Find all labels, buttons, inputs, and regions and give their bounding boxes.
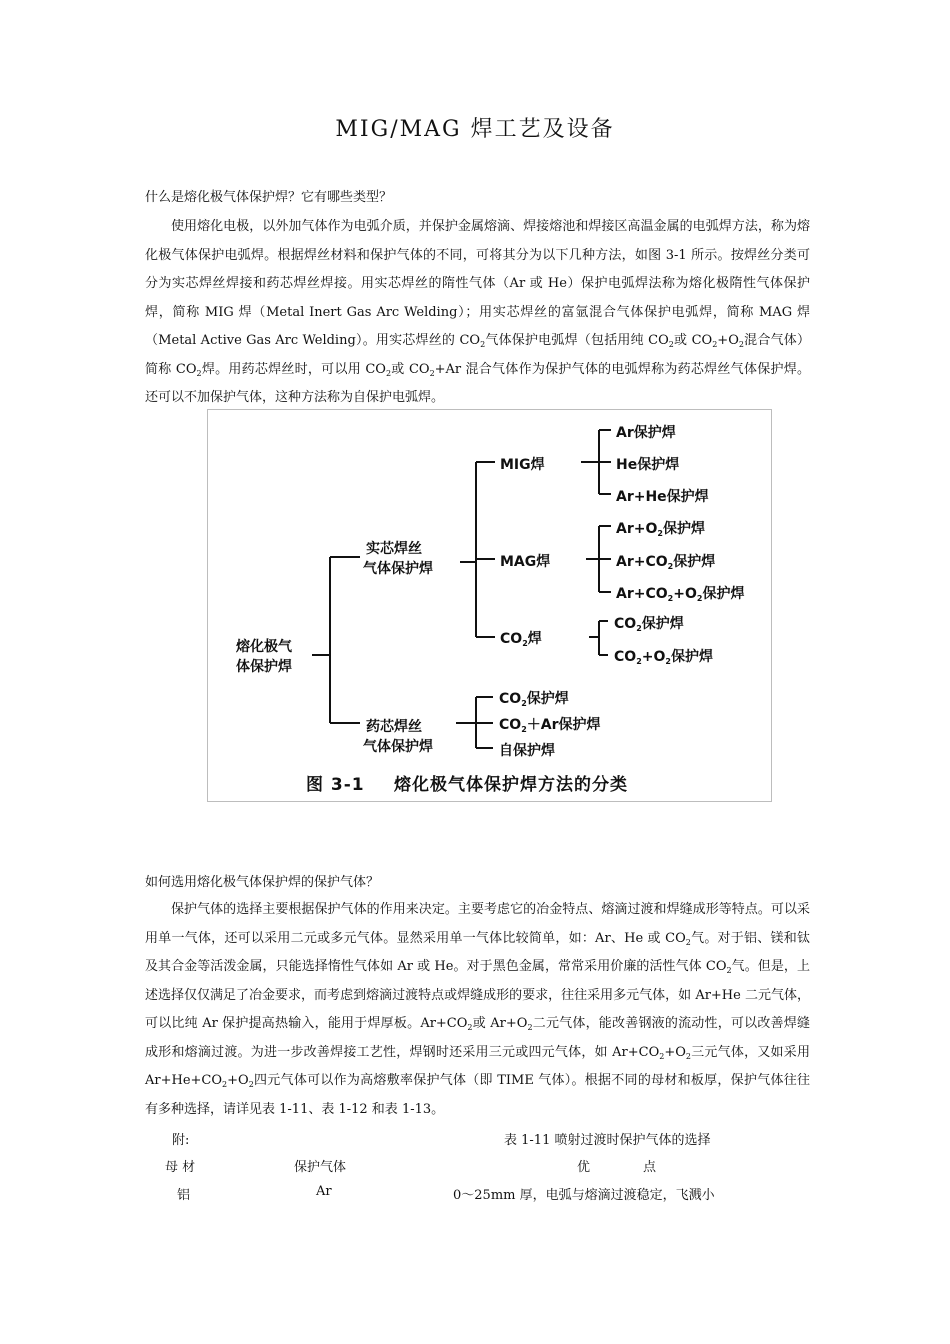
table-row-1-advantage: 0～25mm 厚，电弧与熔滴过渡稳定，飞溅小 bbox=[453, 1188, 715, 1203]
root-label-line2: 体保护焊 bbox=[236, 659, 292, 675]
question-types: 什么是熔化极气体保护焊？它有哪些类型？ bbox=[145, 190, 393, 205]
diagram-connector-lines bbox=[208, 410, 773, 803]
solid-wire-label-line1: 实芯焊丝 bbox=[366, 541, 422, 557]
table-header-advantage-2: 点 bbox=[643, 1160, 657, 1175]
table-caption: 表 1-11 喷射过渡时保护气体的选择 bbox=[504, 1133, 711, 1148]
solid-wire-label-line2: 气体保护焊 bbox=[363, 561, 433, 577]
flux-item-co2: $CO_2$保护焊 bbox=[499, 691, 569, 708]
mig-item-ar: Ar保护焊 bbox=[616, 425, 676, 441]
mig-label: MIG焊 bbox=[500, 457, 545, 473]
root-label-line1: 熔化极气 bbox=[236, 639, 292, 655]
mag-item-ar-o2: $Ar+O_2$保护焊 bbox=[616, 521, 705, 538]
document-title: MIG/MAG 焊工艺及设备 bbox=[335, 117, 615, 142]
table-header-base-metal: 母 材 bbox=[165, 1160, 196, 1175]
flux-wire-label-line1: 药芯焊丝 bbox=[366, 719, 422, 735]
co2-item-pure: $CO_2$保护焊 bbox=[614, 616, 684, 633]
mag-item-ar-co2-o2: $Ar+CO_2+O_2$保护焊 bbox=[616, 586, 745, 603]
flux-item-co2-ar: $CO_2+Ar$保护焊 bbox=[499, 717, 601, 734]
table-header-shielding-gas: 保护气体 bbox=[294, 1160, 347, 1175]
table-row-1-metal: 铝 bbox=[177, 1188, 191, 1203]
question-gas-selection: 如何选用熔化极气体保护焊的保护气体？ bbox=[145, 875, 380, 890]
co2-item-co2-o2: $CO_2+O_2$保护焊 bbox=[614, 649, 713, 666]
diagram-caption-text: 熔化极气体保护焊方法的分类 bbox=[394, 775, 628, 795]
table-row-1-gas: Ar bbox=[316, 1184, 332, 1199]
flux-item-self: 自保护焊 bbox=[499, 743, 555, 759]
appendix-label: 附: bbox=[172, 1133, 190, 1148]
classification-diagram bbox=[207, 409, 772, 802]
co2-label: $CO_2$焊 bbox=[500, 631, 542, 648]
paragraph-types-text: 使用熔化电极，以外加气体作为电弧介质，并保护金属熔滴、焊接熔池和焊接区高温金属的电弧焊方法，称为熔化极气体保护电弧焊。根据焊丝材料和保护气体的不同，可将其分为以下几种方法，如图 3-1 所示。按焊丝分类可分为实芯焊丝焊接和药芯焊丝焊接。用实芯焊丝的隋性气体（Ar 或 He）保护电弧焊法称为熔化极隋性气体保护焊，简称 MIG 焊（Metal Inert Gas Arc Welding）；用实芯焊丝的富氩混合气体保护电弧焊，简称 MAG 焊（Metal Active Gas Arc Welding）。用实芯焊丝的 $CO_2$气体保护电弧焊（包括用纯 $CO_2$或 $CO_2+O_2$混合气体）简称 $CO_2$焊。用药芯焊丝时，可以用 $CO_2$或 $CO_2+Ar$ 混合气体作为保护气体的电弧焊称为药芯焊丝气体保护焊。还可以不加保护气体，这种方法称为自保护电弧焊。 bbox=[145, 219, 810, 405]
table-header-advantage-1: 优 bbox=[577, 1160, 591, 1175]
paragraph-gas-selection bbox=[145, 896, 810, 1124]
paragraph-gas-selection-text: 保护气体的选择主要根据保护气体的作用来决定。主要考虑它的冶金特点、熔滴过渡和焊缝成形等特点。可以采用单一气体，还可以采用二元或多元气体。显然采用单一气体比较简单，如：Ar、He 或 $CO_2$气。对于铝、镁和钛及其合金等活泼金属，只能选择惰性气体如 Ar 或 He。对于黑色金属，常常采用价廉的活性气体 $CO_2$气。但是，上述选择仅仅满足了冶金要求，而考虑到熔滴过渡特点或焊缝成形的要求，往往采用多元气体，如 Ar+He 二元气体，可以比纯 Ar 保护提高热输入，能用于焊厚板。$Ar+CO_2$或 $Ar+O_2$二元气体，能改善钢液的流动性，可以改善焊缝成形和熔滴过渡。为进一步改善焊接工艺性，焊钢时还采用三元或四元气体，如 $Ar+CO_2+O_2$三元气体，又如采用 $Ar+He+CO_2+O_2$四元气体可以作为高熔敷率保护气体（即 TIME 气体）。根据不同的母材和板厚，保护气体往往有多种选择，请详见表 1-11、表 1-12 和表 1-13。 bbox=[145, 902, 810, 1117]
paragraph-types bbox=[145, 213, 810, 413]
diagram-caption-number: 图 3-1 bbox=[306, 775, 365, 795]
flux-wire-label-line2: 气体保护焊 bbox=[363, 739, 433, 755]
mag-label: MAG焊 bbox=[500, 554, 551, 570]
mag-item-ar-co2: $Ar+CO_2$保护焊 bbox=[616, 554, 716, 571]
mig-item-he: He保护焊 bbox=[616, 457, 680, 473]
mig-item-ar-he: Ar+He保护焊 bbox=[616, 489, 709, 505]
